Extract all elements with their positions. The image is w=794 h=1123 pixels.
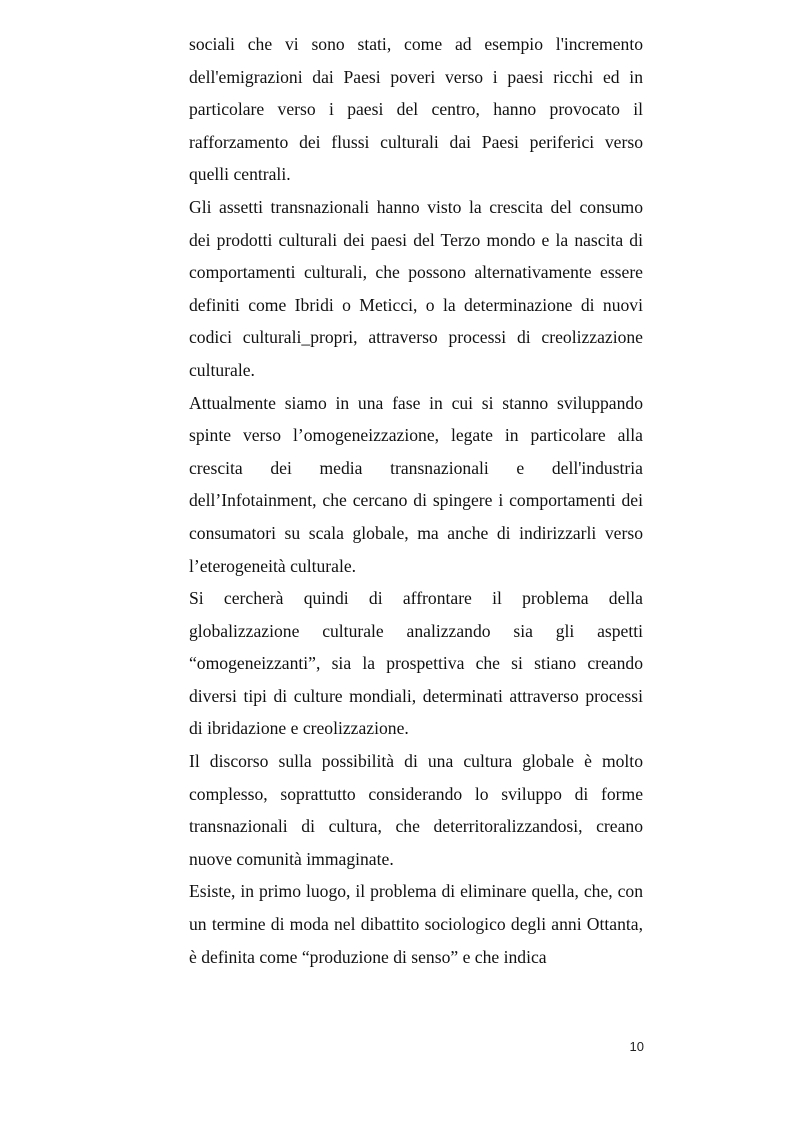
paragraph-4: Si cercherà quindi di affrontare il problema della globalizzazione culturale analizzando sia gli aspetti “omogeneizzanti”, sia la prospettiva che si stiano creando diversi tipi di culture mondiali, determinati attraverso processi di ibridazione e creolizzazione.	[189, 588, 643, 739]
page-number: 10	[629, 1039, 644, 1054]
body-text	[189, 28, 643, 973]
paragraph-3: Attualmente siamo in una fase in cui si stanno sviluppando spinte verso l’omogeneizzazione, legate in particolare alla crescita dei media transnazionali e dell'industria dell’Infotainment, che cercano di spingere i comportamenti dei consumatori su scala globale, ma anche di indirizzarli verso l’eterogeneità culturale.	[189, 392, 643, 576]
paragraph-1: sociali che vi sono stati, come ad esempio l'incremento dell'emigrazioni dai Paesi poveri verso i paesi ricchi ed in particolare verso i paesi del centro, hanno provocato il rafforzamento dei flussi culturali dai Paesi periferici verso quelli centrali.	[189, 34, 643, 185]
paragraph-6: Esiste, in primo luogo, il problema di eliminare quella, che, con un termine di moda nel dibattito sociologico degli anni Ottanta, è definita come “produzione di senso” e che indica	[189, 881, 643, 967]
paragraph-5: Il discorso sulla possibilità di una cultura globale è molto complesso, soprattutto considerando lo sviluppo di forme transnazionali di cultura, che deterritoralizzandosi, creano nuove comunità immaginate.	[189, 751, 643, 869]
paragraph-2: Gli assetti transnazionali hanno visto la crescita del consumo dei prodotti culturali dei paesi del Terzo mondo e la nascita di comportamenti culturali, che possono alternativamente essere definiti come Ibridi o Meticci, o la determinazione di nuovi codici culturali_propri, attraverso processi di creolizzazione culturale.	[189, 196, 643, 380]
